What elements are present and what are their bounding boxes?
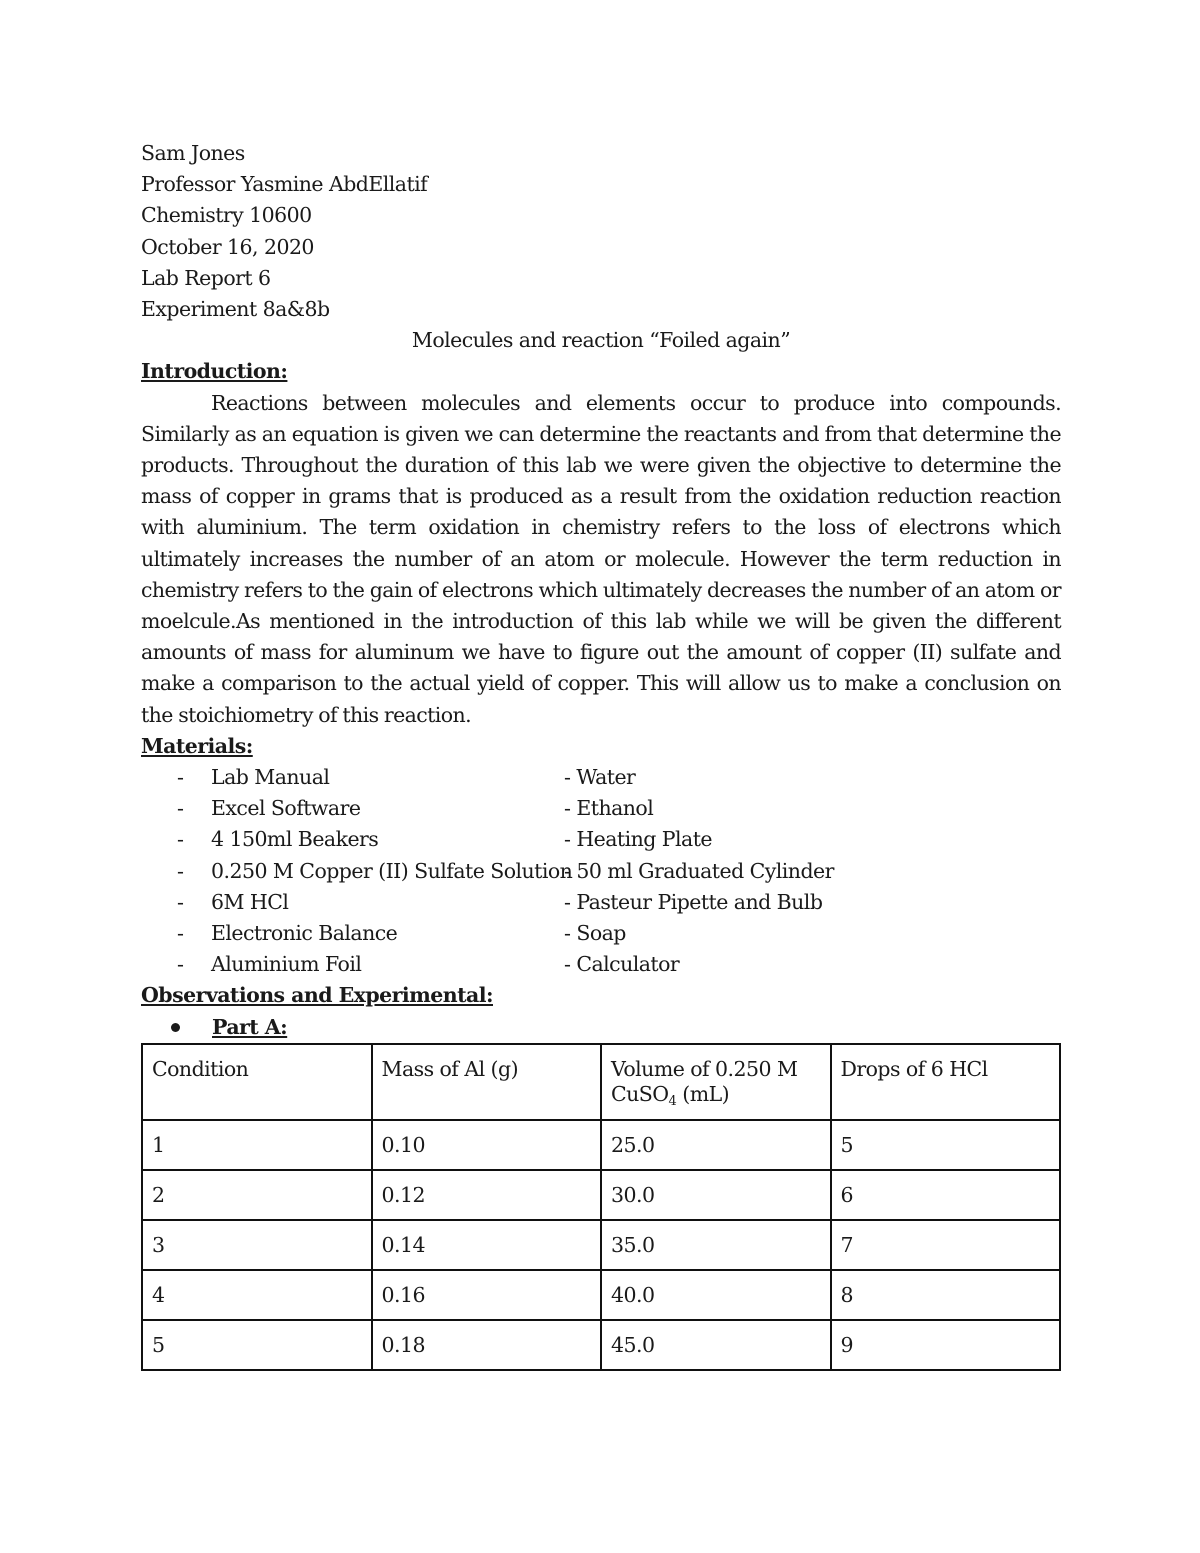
table-cell: 45.0 xyxy=(601,1320,831,1370)
material-right: - Soap xyxy=(564,921,626,945)
table-cell: 9 xyxy=(831,1320,1061,1370)
table-row xyxy=(142,1270,1060,1320)
report-number: Lab Report 6 xyxy=(141,265,271,290)
table-cell: 0.14 xyxy=(372,1220,602,1270)
material-left: Lab Manual xyxy=(211,765,330,790)
table-cell: 30.0 xyxy=(601,1170,831,1220)
table-cell: 8 xyxy=(831,1270,1061,1320)
header-mass: Mass of Al (g) xyxy=(372,1044,602,1120)
table-cell: 0.10 xyxy=(372,1120,602,1170)
list-dash: - xyxy=(177,827,184,852)
header-drops: Drops of 6 HCl xyxy=(831,1044,1061,1120)
list-item xyxy=(141,949,1061,980)
list-dash: - xyxy=(177,889,184,914)
material-right: - Ethanol xyxy=(564,796,654,821)
list-dash: - xyxy=(177,952,184,977)
header-volume-cuso: CuSO xyxy=(611,1082,669,1106)
header-volume-line1: Volume of 0.250 M xyxy=(611,1057,798,1081)
header-volume-unit: (mL) xyxy=(676,1082,730,1106)
materials-list xyxy=(141,762,1061,980)
material-right: - Pasteur Pipette and Bulb xyxy=(564,889,823,914)
materials-heading: Materials: xyxy=(141,733,253,758)
material-left: 4 150ml Beakers xyxy=(211,827,379,852)
table-cell: 4 xyxy=(142,1270,372,1320)
professor-name: Professor Yasmine AbdEllatif xyxy=(141,172,428,197)
part-a-label: Part A: xyxy=(212,1014,288,1039)
material-left: 0.250 M Copper (II) Sulfate Solution xyxy=(211,858,573,883)
observations-heading: Observations and Experimental: xyxy=(141,983,493,1008)
material-left: 6M HCl xyxy=(211,889,289,914)
material-right: - Water xyxy=(564,765,636,790)
material-left: Aluminium Foil xyxy=(211,952,362,977)
list-item xyxy=(141,887,1061,918)
table-cell: 2 xyxy=(142,1170,372,1220)
table-cell: 0.12 xyxy=(372,1170,602,1220)
header-volume-subscript: 4 xyxy=(668,1094,677,1109)
course-name: Chemistry 10600 xyxy=(141,203,312,228)
conditions-table xyxy=(141,1043,1061,1371)
list-item xyxy=(141,918,1061,949)
list-item xyxy=(141,856,1061,887)
table-cell: 5 xyxy=(142,1320,372,1370)
table-cell: 7 xyxy=(831,1220,1061,1270)
document-page xyxy=(141,138,1061,1043)
list-dash: - xyxy=(177,858,184,883)
material-right: - 50 ml Graduated Cylinder xyxy=(564,858,834,883)
list-dash: - xyxy=(177,796,184,821)
table-cell: 3 xyxy=(142,1220,372,1270)
table-cell: 40.0 xyxy=(601,1270,831,1320)
table-cell: 0.16 xyxy=(372,1270,602,1320)
table-row xyxy=(142,1320,1060,1370)
table-header-row xyxy=(142,1044,1060,1120)
report-date: October 16, 2020 xyxy=(141,234,314,259)
table-cell: 35.0 xyxy=(601,1220,831,1270)
table-row xyxy=(142,1220,1060,1270)
table-cell: 25.0 xyxy=(601,1120,831,1170)
table-row xyxy=(142,1170,1060,1220)
material-right: - Heating Plate xyxy=(564,827,713,852)
list-dash: - xyxy=(177,765,184,790)
header-condition: Condition xyxy=(142,1044,372,1120)
list-item xyxy=(141,762,1061,793)
material-right: - Calculator xyxy=(564,952,680,977)
header-volume xyxy=(601,1044,831,1120)
bullet-icon xyxy=(171,1023,180,1032)
table-cell: 5 xyxy=(831,1120,1061,1170)
table-row xyxy=(142,1120,1060,1170)
list-item xyxy=(141,824,1061,855)
list-item xyxy=(141,793,1061,824)
table-cell: 1 xyxy=(142,1120,372,1170)
table-cell: 0.18 xyxy=(372,1320,602,1370)
table-cell: 6 xyxy=(831,1170,1061,1220)
author-name: Sam Jones xyxy=(141,141,245,165)
introduction-heading: Introduction: xyxy=(141,359,288,384)
material-left: Excel Software xyxy=(211,796,361,821)
part-a-bullet xyxy=(141,1012,1061,1043)
document-title: Molecules and reaction “Foiled again” xyxy=(411,328,791,353)
introduction-paragraph: Reactions between molecules and elements occur to produce into compounds. Similarly as an equation is given we can determine the reactants and from that determine the products. Throughout the duration of this lab we were given the objective to determine the mass of copper in grams that is produced as a result from the oxidation reduction reaction with aluminium. The term oxidation in chemistry refers to the loss of electrons which ultimately increases the number of an atom or molecule. However the term reduction in chemistry refers to the gain of electrons which ultimately decreases the number of an atom or moelcule.As mentioned in the introduction of this lab while we will be given the different amounts of mass for aluminum we have to figure out the amount of copper (II) sulfate and make a comparison to the actual yield of copper. This will allow us to make a conclusion on the stoichiometry of this reaction. xyxy=(141,390,1061,727)
list-dash: - xyxy=(177,921,184,945)
experiment-number: Experiment 8a&8b xyxy=(141,297,330,322)
material-left: Electronic Balance xyxy=(211,921,398,945)
